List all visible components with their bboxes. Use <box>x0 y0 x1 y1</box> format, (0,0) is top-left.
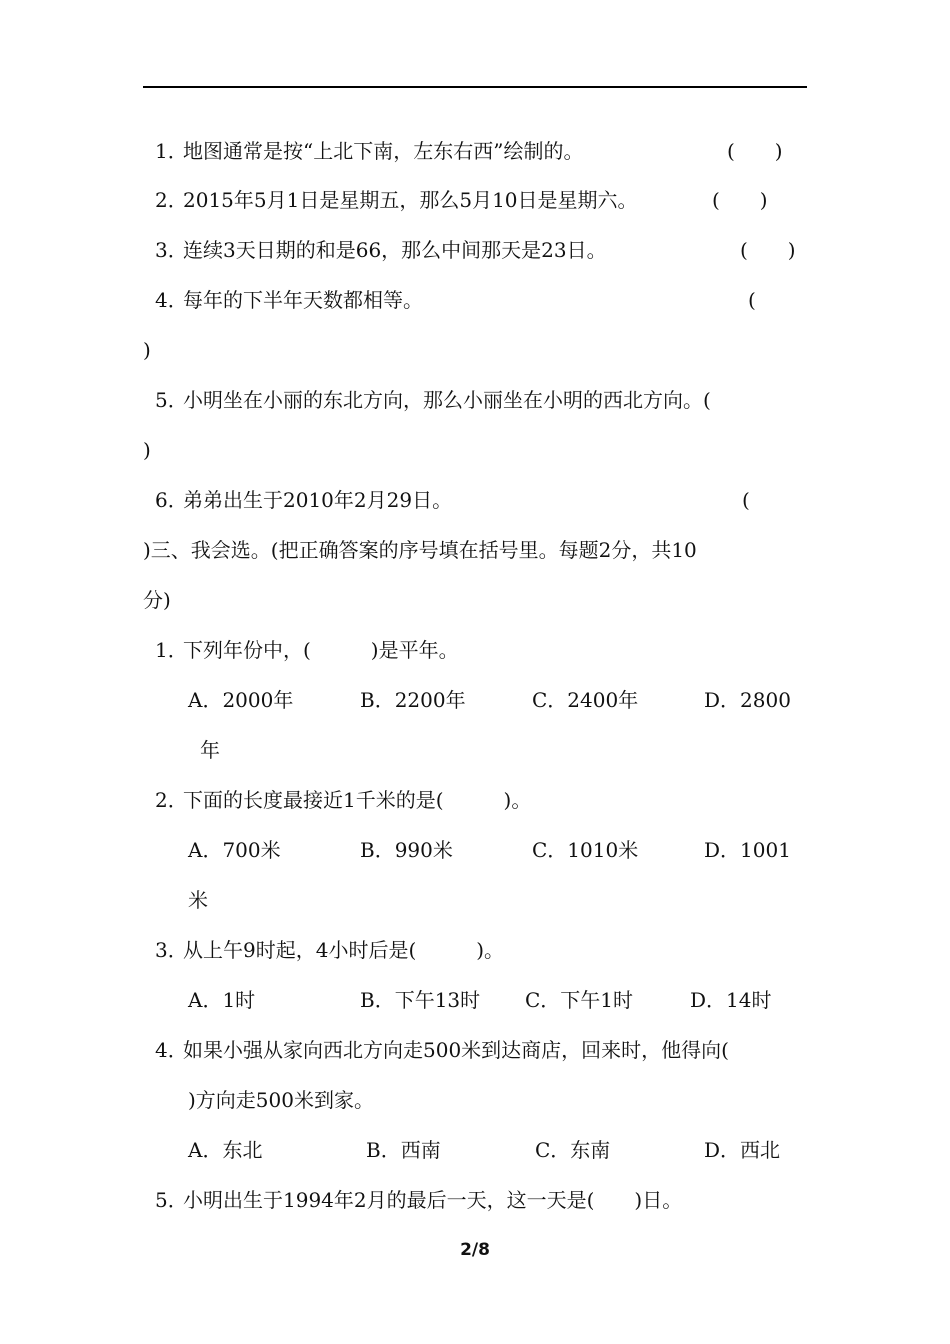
option-c[interactable]: C．1010米 <box>532 838 639 862</box>
header-rule <box>143 86 807 88</box>
option-c[interactable]: C．东南 <box>535 1138 611 1162</box>
answer-blank-open[interactable]: ( <box>748 288 756 312</box>
answer-blank-open[interactable]: ( <box>742 488 750 512</box>
judge-item-3: 3．连续3天日期的和是66，那么中间那天是23日。 <box>155 238 607 262</box>
judge-item-6: 6．弟弟出生于2010年2月29日。 <box>155 488 453 512</box>
choice-question-3: 3．从上午9时起，4小时后是( )。 <box>155 938 505 962</box>
judge-item-1: 1．地图通常是按“上北下南，左东右西”绘制的。 <box>155 139 584 163</box>
judge-item-2: 2．2015年5月1日是星期五，那么5月10日是星期六。 <box>155 188 638 212</box>
option-b[interactable]: B．990米 <box>360 838 453 862</box>
choice-question-5: 5．小明出生于1994年2月的最后一天，这一天是( )日。 <box>155 1188 683 1212</box>
option-c[interactable]: C．下午1时 <box>525 988 634 1012</box>
option-d[interactable]: D．西北 <box>704 1138 781 1162</box>
section-heading-cont: 分) <box>143 588 171 612</box>
answer-blank[interactable]: ( ) <box>727 139 783 163</box>
choice-question-4: 4．如果小强从家向西北方向走500米到达商店，回来时，他得向( <box>155 1038 729 1062</box>
option-a[interactable]: A．2000年 <box>188 688 294 712</box>
option-d-wrap: 米 <box>188 888 208 912</box>
choice-question-4-cont: )方向走500米到家。 <box>188 1088 374 1112</box>
option-d[interactable]: D．14时 <box>690 988 772 1012</box>
option-a[interactable]: A．东北 <box>188 1138 263 1162</box>
option-b[interactable]: B．下午13时 <box>360 988 481 1012</box>
option-d[interactable]: D．2800 <box>704 688 791 712</box>
option-d[interactable]: D．1001 <box>704 838 791 862</box>
answer-blank[interactable]: ( ) <box>712 188 768 212</box>
answer-blank-close: ) <box>143 438 151 462</box>
choice-question-1: 1．下列年份中，( )是平年。 <box>155 638 459 662</box>
section-heading: )三、我会选。(把正确答案的序号填在括号里。每题2分，共10 <box>143 538 697 562</box>
option-b[interactable]: B．2200年 <box>360 688 466 712</box>
judge-item-5: 5．小明坐在小丽的东北方向，那么小丽坐在小明的西北方向。( <box>155 388 711 412</box>
option-a[interactable]: A．1时 <box>188 988 256 1012</box>
page-number: 2/8 <box>460 1240 490 1260</box>
judge-item-4: 4．每年的下半年天数都相等。 <box>155 288 423 312</box>
answer-blank-close: ) <box>143 338 151 362</box>
option-c[interactable]: C．2400年 <box>532 688 639 712</box>
answer-blank[interactable]: ( ) <box>740 238 796 262</box>
option-d-wrap: 年 <box>200 738 220 762</box>
choice-question-2: 2．下面的长度最接近1千米的是( )。 <box>155 788 532 812</box>
option-a[interactable]: A．700米 <box>188 838 281 862</box>
option-b[interactable]: B．西南 <box>366 1138 441 1162</box>
